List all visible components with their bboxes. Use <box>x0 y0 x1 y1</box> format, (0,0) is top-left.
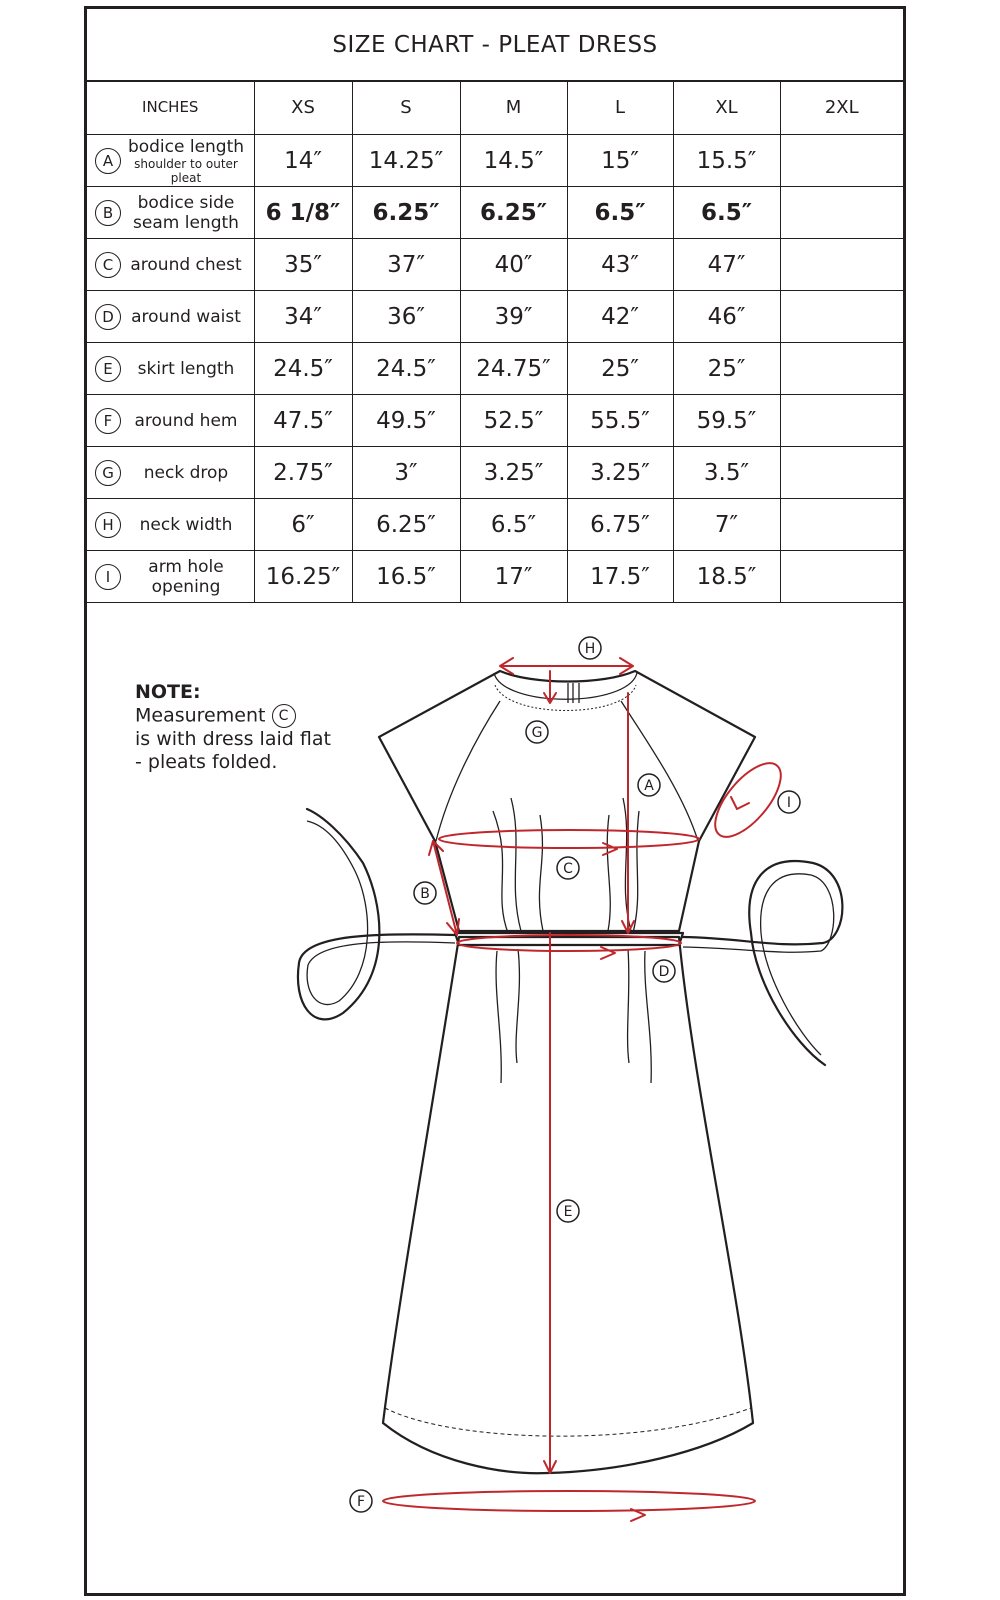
measure-badge-letter: G <box>531 725 543 741</box>
neckline-stitch <box>495 685 636 711</box>
size-value-cell: 6.5″ <box>567 187 673 239</box>
size-header-xs: XS <box>254 80 352 135</box>
size-value-cell: 3″ <box>352 447 460 499</box>
measurement-letter-badge: E <box>95 356 121 382</box>
measurement-letter-badge: I <box>95 564 121 590</box>
measure-chest <box>439 830 699 848</box>
size-value-cell: 3.25″ <box>567 447 673 499</box>
size-value-cell: 24.75″ <box>460 343 567 395</box>
size-value-cell: 3.25″ <box>460 447 567 499</box>
size-value-cell: 6.25″ <box>352 187 460 239</box>
measurement-label: neck width <box>139 514 233 535</box>
size-value-cell: 14″ <box>254 135 352 187</box>
measure-badge-letter: F <box>356 1494 366 1510</box>
size-value-cell: 17.5″ <box>567 551 673 603</box>
size-value-cell: 49.5″ <box>352 395 460 447</box>
size-value-cell: 40″ <box>460 239 567 291</box>
size-value-cell: 2.75″ <box>254 447 352 499</box>
size-header-xl: XL <box>673 80 780 135</box>
size-header-m: M <box>460 80 567 135</box>
right-tie-inner <box>683 874 834 1055</box>
measure-badge-letter: C <box>563 861 573 877</box>
size-header-2xl: 2XL <box>780 80 903 135</box>
measure-badge-letter: H <box>584 641 596 657</box>
page-title: SIZE CHART - PLEAT DRESS <box>87 9 903 82</box>
size-value-cell: 47″ <box>673 239 780 291</box>
size-value-cell: 47.5″ <box>254 395 352 447</box>
size-value-cell: 34″ <box>254 291 352 343</box>
measurement-sublabel: shoulder to outer pleat <box>134 156 238 185</box>
size-value-cell: 24.5″ <box>352 343 460 395</box>
measure-bodice-length <box>622 693 634 933</box>
size-chart-frame <box>84 6 906 1596</box>
measurement-label: skirt length <box>137 358 235 379</box>
size-value-cell: 6″ <box>254 499 352 551</box>
size-value-cell: 52.5″ <box>460 395 567 447</box>
hem-stitch <box>385 1408 751 1436</box>
measure-chest-arrow <box>603 843 617 855</box>
size-value-cell: 16.25″ <box>254 551 352 603</box>
note-line-3: - pleats folded. <box>135 751 278 773</box>
pleat-line <box>539 815 543 931</box>
size-value-cell: 6 1/8″ <box>254 187 352 239</box>
measurement-label: arm hole opening <box>148 556 224 597</box>
size-value-cell: 14.25″ <box>352 135 460 187</box>
size-value-cell: 46″ <box>673 291 780 343</box>
size-value-cell: 39″ <box>460 291 567 343</box>
size-value-cell: 15″ <box>567 135 673 187</box>
note-line-2: is with dress laid flat <box>135 728 331 750</box>
dress-diagram <box>87 9 903 1593</box>
measurement-label: bodice length <box>127 136 245 157</box>
size-header-s: S <box>352 80 460 135</box>
size-value-cell: 14.5″ <box>460 135 567 187</box>
measurement-letter-badge: A <box>95 148 121 174</box>
measurement-letter-badge: H <box>95 512 121 538</box>
size-value-cell: 15.5″ <box>673 135 780 187</box>
size-value-cell: 16.5″ <box>352 551 460 603</box>
size-value-cell: 42″ <box>567 291 673 343</box>
measurement-label: around hem <box>134 410 238 431</box>
pleat-line <box>493 811 508 933</box>
size-value-cell: 55.5″ <box>567 395 673 447</box>
measure-neck-width <box>500 658 633 674</box>
left-tie-inner <box>307 821 455 1005</box>
note-heading: NOTE: <box>135 681 201 703</box>
measure-badge-letter: A <box>644 778 654 794</box>
measurement-letter-badge: D <box>95 304 121 330</box>
size-value-cell: 25″ <box>567 343 673 395</box>
raglan-seam-left <box>436 701 500 841</box>
pleat-line <box>633 811 639 933</box>
size-value-cell: 25″ <box>673 343 780 395</box>
measure-badge-letter: D <box>658 964 670 980</box>
measurement-label: around chest <box>130 254 242 275</box>
skirt-pleat-line <box>496 951 501 1083</box>
size-value-cell: 6.5″ <box>460 499 567 551</box>
measure-badge-letter: I <box>786 795 792 811</box>
units-label: INCHES <box>87 80 254 135</box>
pleat-line <box>607 815 610 931</box>
measurement-note <box>135 681 331 774</box>
measurement-label: neck drop <box>143 462 229 483</box>
pleat-line <box>511 798 521 931</box>
measure-skirt-length <box>544 933 556 1473</box>
size-value-cell: 59.5″ <box>673 395 780 447</box>
size-value-cell: 6.25″ <box>352 499 460 551</box>
size-value-cell: 6.75″ <box>567 499 673 551</box>
size-value-cell: 18.5″ <box>673 551 780 603</box>
size-value-cell: 36″ <box>352 291 460 343</box>
measure-badge-letter: E <box>563 1204 573 1220</box>
size-value-cell: 17″ <box>460 551 567 603</box>
size-value-cell: 37″ <box>352 239 460 291</box>
left-tie <box>298 809 455 1019</box>
measurement-label: around waist <box>131 306 241 327</box>
neck-closure <box>568 683 579 703</box>
skirt-pleat-line <box>645 951 652 1083</box>
size-value-cell: 6.5″ <box>673 187 780 239</box>
size-value-cell: 24.5″ <box>254 343 352 395</box>
note-line-1: Measurement <box>135 704 266 727</box>
skirt-pleat-line <box>516 949 519 1063</box>
measurement-letter-badge: F <box>95 408 121 434</box>
note-letter-c-badge: C <box>272 704 296 728</box>
skirt-pleat-line <box>628 949 629 1063</box>
measure-armhole-arrow <box>731 797 749 809</box>
size-header-l: L <box>567 80 673 135</box>
size-value-cell: 43″ <box>567 239 673 291</box>
measurement-letter-badge: C <box>95 252 121 278</box>
measure-hem <box>383 1491 755 1511</box>
measurement-label: bodice side seam length <box>133 192 239 233</box>
right-tie <box>683 861 842 1065</box>
raglan-seam-right <box>621 701 698 841</box>
measure-badge-letter: B <box>420 886 430 902</box>
size-value-cell: 35″ <box>254 239 352 291</box>
size-value-cell: 3.5″ <box>673 447 780 499</box>
measure-waist-arrow <box>601 947 615 959</box>
measurement-letter-badge: B <box>95 200 121 226</box>
size-value-cell: 6.25″ <box>460 187 567 239</box>
measurement-letter-badge: G <box>95 460 121 486</box>
size-value-cell: 7″ <box>673 499 780 551</box>
